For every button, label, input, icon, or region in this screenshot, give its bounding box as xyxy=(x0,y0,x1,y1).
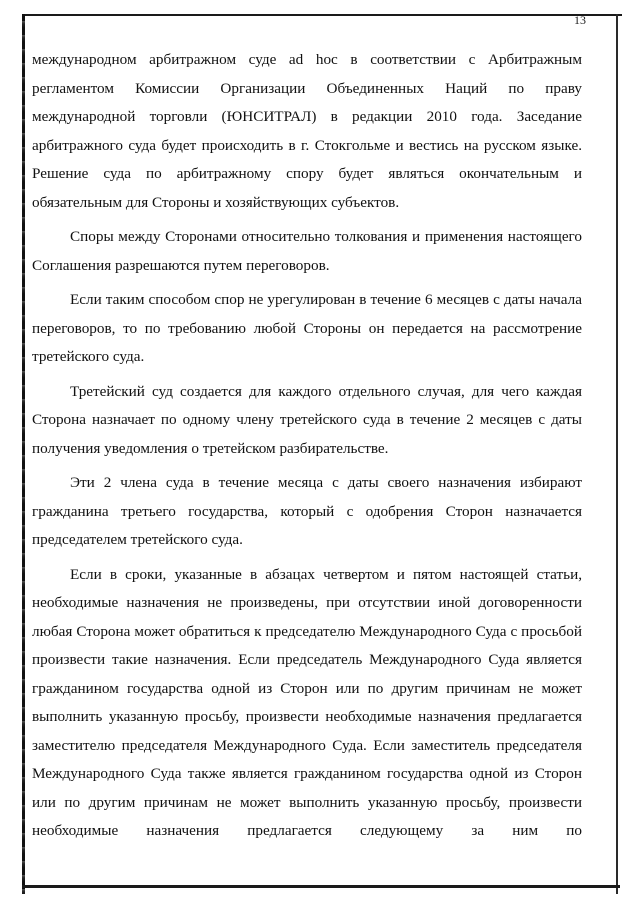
paragraph: Эти 2 члена суда в течение месяца с даты своего назначения избирают гражданина третьего государства, который с одобрения Сторон назначается председателем третейского суда. xyxy=(32,474,582,548)
document-body xyxy=(32,46,582,846)
paragraph: Если таким способом спор не урегулирован в течение 6 месяцев с даты начала переговоров, то по требованию любой Стороны он передается на рассмотрение третейского суда. xyxy=(32,291,582,365)
scan-edge-top xyxy=(24,14,622,16)
paragraph: Если в сроки, указанные в абзацах четвертом и пятом настоящей статьи, необходимые назначения не произведены, при отсутствии иной договоренности любая Сторона может обратиться к председателю Международного Суда с просьбой произвести такие назначения. Если председатель Международного Суда является гражданином государства одной из Сторон или по другим причинам не может выполнить указанную просьбу, произвести необходимые назначения предлагается заместителю председателя Международного Суда. Если заместитель председателя Международного Суда также является гражданином государства одной из Сторон или по другим причинам не может выполнить указанную просьбу, произвести необходимые назначения предлагается следующему за ним по xyxy=(32,565,582,839)
page-number: 13 xyxy=(574,13,586,27)
paragraph: Споры между Сторонами относительно толкования и применения настоящего Соглашения разрешаются путем переговоров. xyxy=(32,228,582,274)
scan-edge-right xyxy=(616,14,618,894)
scan-edge-left xyxy=(22,14,25,894)
paragraph: международном арбитражном суде ad hoc в соответствии с Арбитражным регламентом Комиссии Организации Объединенных Наций по праву международной торговли (ЮНСИТРАЛ) в редакции 2010 года. Заседание арбитражного суда будет происходить в г. Стокгольме и вестись на русском языке. Решение суда по арбитражному спору будет являться окончательным и обязательным для Стороны и хозяйствующих субъектов. xyxy=(32,51,582,211)
scan-edge-bottom xyxy=(22,885,620,888)
paragraph: Третейский суд создается для каждого отдельного случая, для чего каждая Сторона назначает по одному члену третейского суда в течение 2 месяцев с даты получения уведомления о третейском разбирательстве. xyxy=(32,382,582,457)
